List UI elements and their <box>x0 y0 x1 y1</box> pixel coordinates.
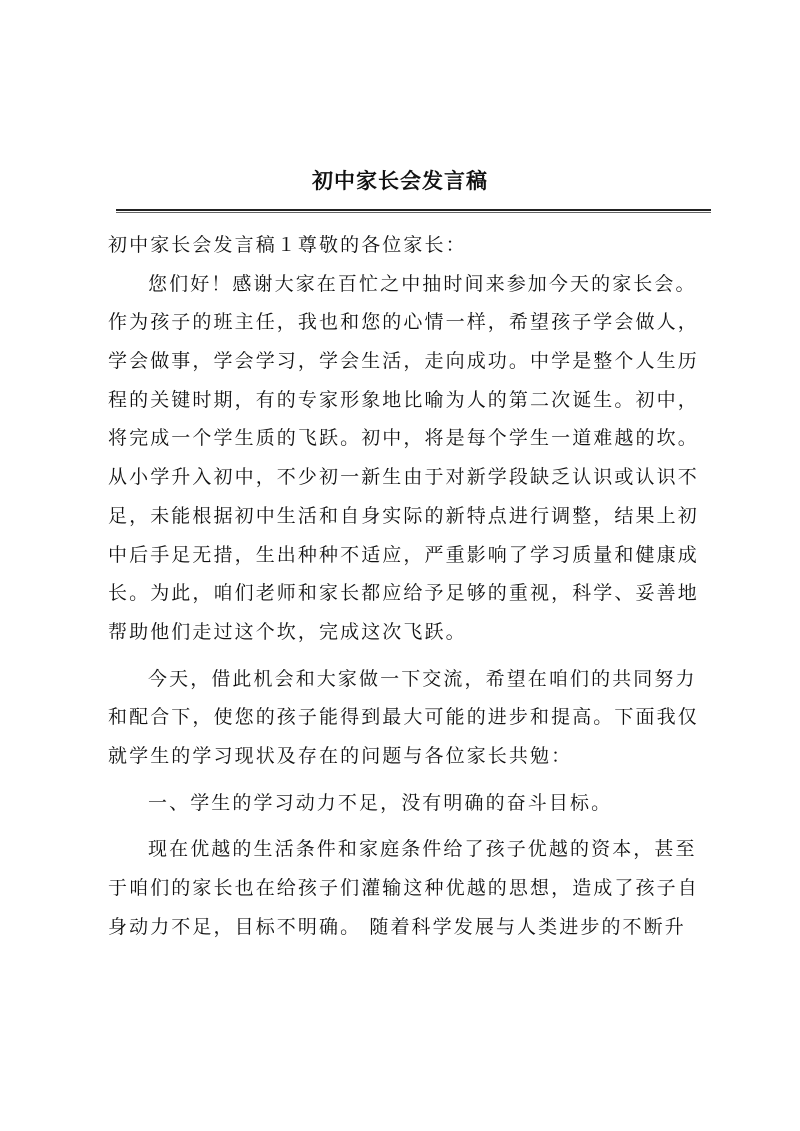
divider-thick-line <box>116 209 711 211</box>
text-line: 程的关键时期，有的专家形象地比喻为人的第二次诞生。初中， <box>108 388 699 411</box>
divider-thin-line <box>116 212 711 213</box>
text-line: 于咱们的家长也在给孩子们灌输这种优越的思想，造成了孩子自 <box>108 877 699 899</box>
document-body <box>108 226 712 946</box>
section-heading: 一、学生的学习动力不足，没有明确的奋斗目标。 <box>148 791 613 814</box>
text-line: 作为孩子的班主任，我也和您的心情一样，希望孩子学会做人， <box>108 311 699 334</box>
text-line: 学会做事，学会学习，学会生活，走向成功。中学是整个人生历 <box>108 350 699 373</box>
text-line: 现在优越的生活条件和家庭条件给了孩子优越的资本，甚至 <box>148 838 697 861</box>
text-line: 从小学升入初中，不少初一新生由于对新学段缺乏认识或认识不 <box>108 466 699 489</box>
text-line: 您们好！感谢大家在百忙之中抽时间来参加今天的家长会。 <box>148 272 697 295</box>
text-line: 今天，借此机会和大家做一下交流，希望在咱们的共同努力 <box>148 667 697 690</box>
text-line: 就学生的学习现状及存在的问题与各位家长共勉： <box>108 744 573 767</box>
text-line: 足，未能根据初中生活和自身实际的新特点进行调整，结果上初 <box>108 504 699 527</box>
text-line: 将完成一个学生质的飞跃。初中，将是每个学生一道难越的坎。 <box>108 427 699 450</box>
text-line: 长。为此，咱们老师和家长都应给予足够的重视，科学、妥善地 <box>108 582 699 605</box>
title-divider <box>116 209 711 215</box>
text-line: 身动力不足，目标不明确。 随着科学发展与人类进步的不断升 <box>108 915 686 938</box>
text-line: 和配合下，使您的孩子能得到最大可能的进步和提高。下面我仅 <box>108 706 699 729</box>
text-line: 初中家长会发言稿１尊敬的各位家长： <box>108 234 467 256</box>
text-line: 帮助他们走过这个坎，完成这次飞跃。 <box>108 620 467 643</box>
document-title: 初中家长会发言稿 <box>312 168 488 193</box>
text-line: 中后手足无措，生出种种不适应，严重影响了学习质量和健康成 <box>108 543 699 566</box>
